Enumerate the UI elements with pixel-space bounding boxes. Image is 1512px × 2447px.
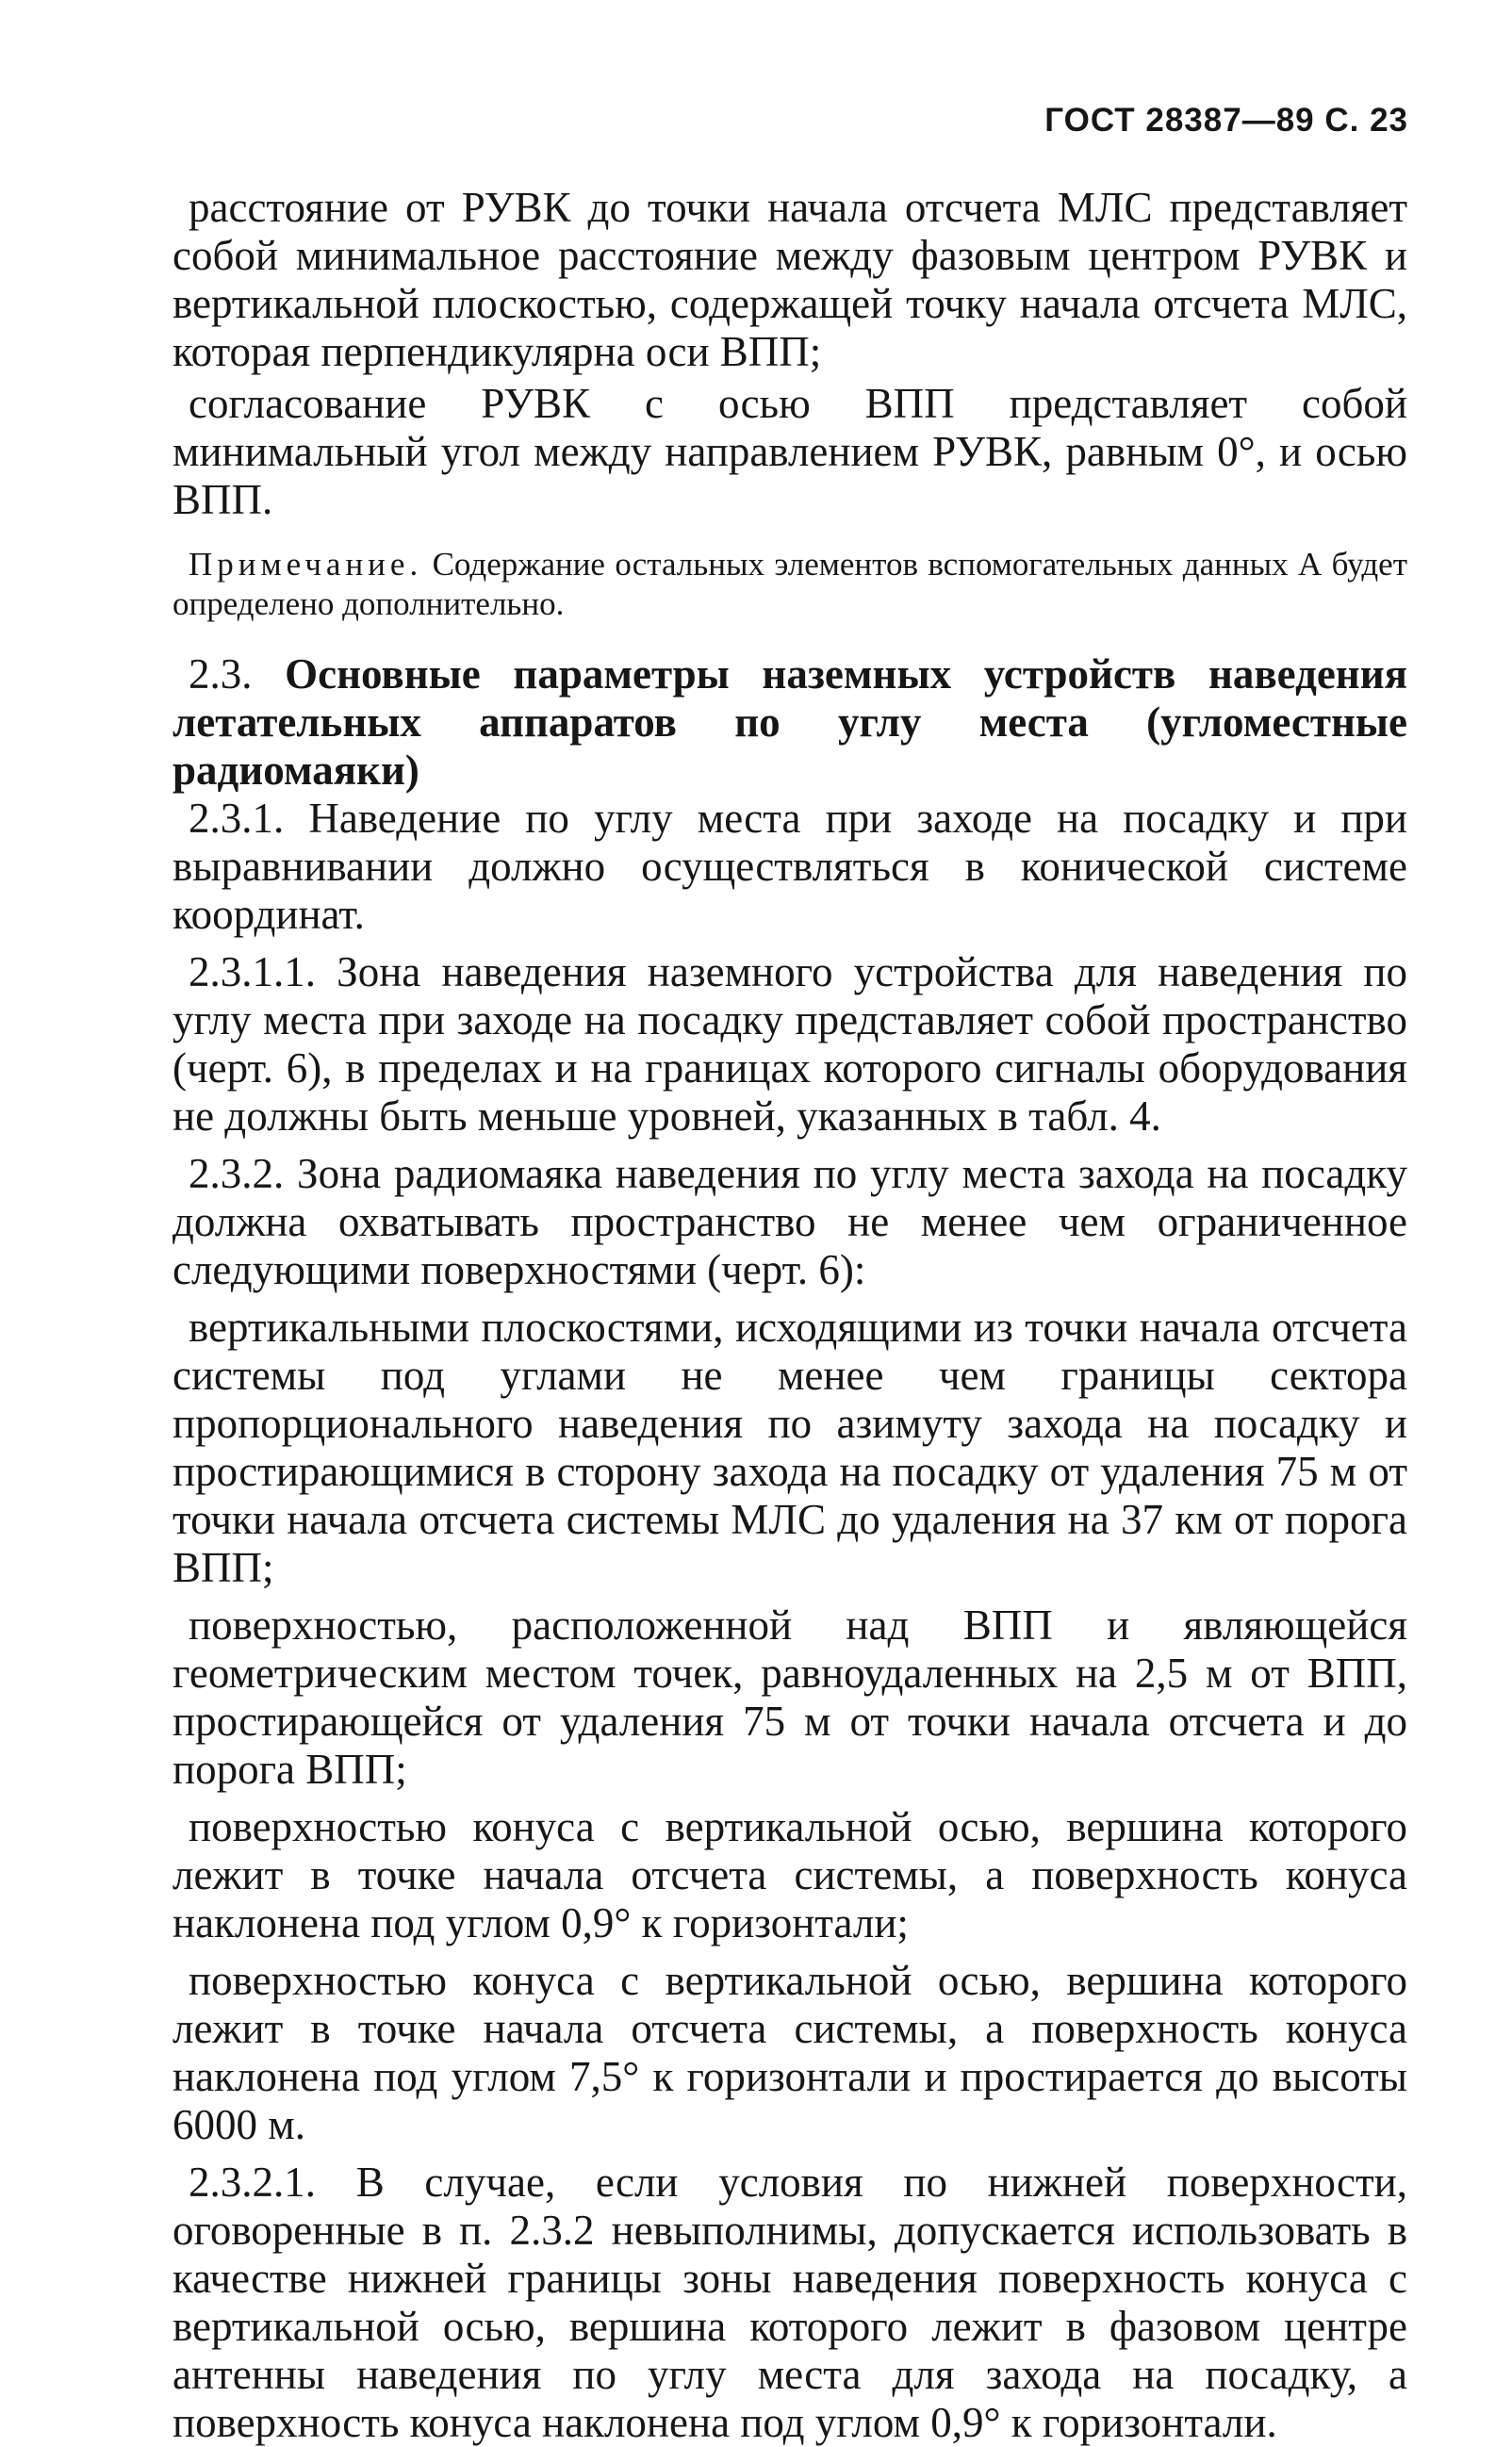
paragraph-vertical-planes: вертикальными плоскостями, исходящими из точки начала отсчета системы под углами не менее чем границы сектора пропорционального наведения по азимуту захода на посадку и простирающимися в сторону захода на посадку от удаления 75 м от точки начала отсчета системы МЛС до удаления на 37 км от порога ВПП; xyxy=(173,1304,1407,1591)
note xyxy=(173,545,1407,624)
page-body xyxy=(173,184,1407,2447)
note-label: Примечание. xyxy=(189,546,423,583)
paragraph-2-3-1-1: 2.3.1.1. Зона наведения наземного устройства для наведения по углу места при заходе на посадку представляет собой пространство (черт. 6), в пределах и на границах которого сигналы оборудования не должны быть меньше уровней, указанных в табл. 4. xyxy=(173,948,1407,1140)
section-number: 2.3. xyxy=(189,650,253,698)
paragraph-2-3-2: 2.3.2. Зона радиомаяка наведения по углу места захода на посадку должна охватывать пространство не менее чем ограниченное следующими поверхностями (черт. 6): xyxy=(173,1150,1407,1293)
paragraph-alignment-definition: согласование РУВК с осью ВПП представляет собой минимальный угол между направлением РУВК, равным 0°, и осью ВПП. xyxy=(173,380,1407,523)
section-title: Основные параметры наземных устройств наведения летательных аппаратов по углу места (угломестные радиомаяки) xyxy=(173,650,1408,794)
paragraph-cone-7-5: поверхностью конуса с вертикальной осью, вершина которого лежит в точке начала отсчета системы, а поверхность конуса наклонена под углом 7,5° к горизонтали и простирается до высоты 6000 м. xyxy=(173,1957,1407,2148)
paragraph-2-3-1: 2.3.1. Наведение по углу места при заходе на посадку и при выравнивании должно осуществляться в конической системе координат. xyxy=(173,795,1407,938)
note-text: Содержание остальных элементов вспомогательных данных А будет определено дополнительно. xyxy=(173,546,1408,622)
paragraph-2-3-2-1: 2.3.2.1. В случае, если условия по нижней поверхности, оговоренные в п. 2.3.2 невыполнимы, допускается использовать в качестве нижней границы зоны наведения поверхность конуса с вертикальной осью, вершина которого лежит в фазовом центре антенны наведения по углу места для захода на посадку, а поверхность конуса наклонена под углом 0,9° к горизонтали. xyxy=(173,2159,1407,2446)
paragraph-runway-surface: поверхностью, расположенной над ВПП и являющейся геометрическим местом точек, равноудаленных на 2,5 м от ВПП, простирающейся от удаления 75 м от точки начала отсчета и до порога ВПП; xyxy=(173,1601,1407,1793)
running-header: ГОСТ 28387—89 С. 23 xyxy=(1044,102,1408,139)
section-heading-2-3 xyxy=(173,650,1407,795)
paragraph-distance-definition: расстояние от РУВК до точки начала отсчета МЛС представляет собой минимальное расстояние между фазовым центром РУВК и вертикальной плоскостью, содержащей точку начала отсчета МЛС, которая перпендикулярна оси ВПП; xyxy=(173,184,1407,375)
paragraph-cone-0-9: поверхностью конуса с вертикальной осью, вершина которого лежит в точке начала отсчета системы, а поверхность конуса наклонена под углом 0,9° к горизонтали; xyxy=(173,1803,1407,1946)
